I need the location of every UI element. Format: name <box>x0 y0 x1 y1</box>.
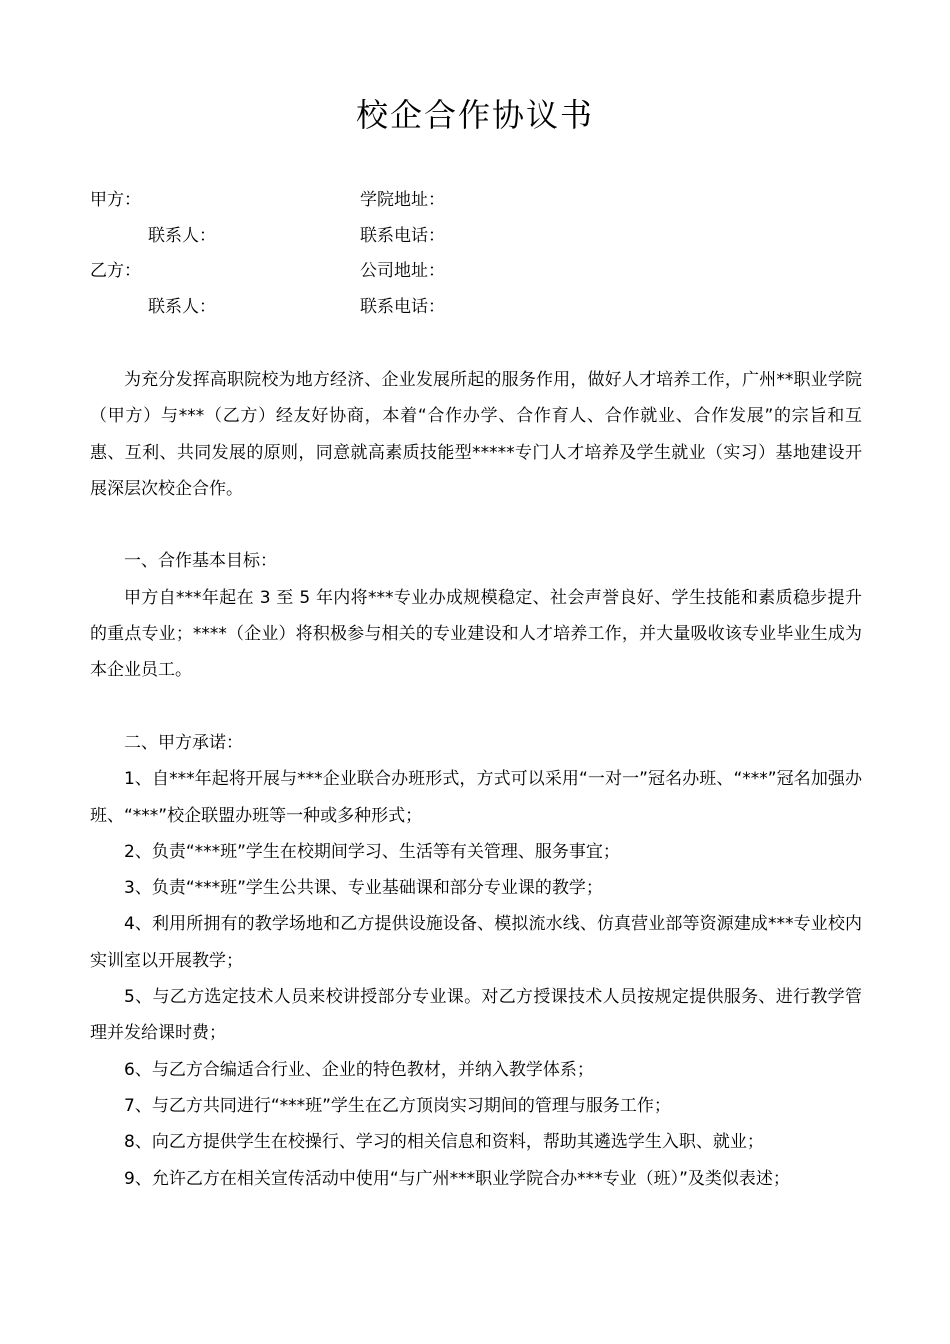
section-2-heading: 二、甲方承诺： <box>124 732 243 753</box>
section-2-item-3: 3、负责“***班”学生公共课、专业基础课和部分专业课的教学； <box>124 878 603 899</box>
section-2-item-2: 2、负责“***班”学生在校期间学习、生活等有关管理、服务事宜； <box>124 841 620 862</box>
college-address-label: 学院地址： <box>360 190 445 210</box>
section-2-item-6: 6、与乙方合编适合行业、企业的特色教材，并纳入教学体系； <box>124 1059 594 1080</box>
party-a-contact-label: 联系人： <box>148 225 216 246</box>
section-2-item-4: 4、利用所拥有的教学场地和乙方提供设施设备、模拟流水线、仿真营业部等资源建成***专业校内实训室以开展教学； <box>90 914 862 971</box>
section-2-item-5: 5、与乙方选定技术人员来校讲授部分专业课。对乙方授课技术人员按规定提供服务、进行教学管理并发给课时费； <box>90 987 862 1044</box>
section-2-item-8: 8、向乙方提供学生在校操行、学习的相关信息和资料，帮助其遴选学生入职、就业； <box>124 1132 764 1153</box>
party-b-row <box>90 256 860 292</box>
section-2-item-9: 9、允许乙方在相关宣传活动中使用“与广州***职业学院合办***专业（班）”及类似表述； <box>124 1168 790 1189</box>
intro-paragraph: 为充分发挥高职院校为地方经济、企业发展所起的服务作用，做好人才培养工作，广州**职业学院（甲方）与***（乙方）经友好协商，本着“合作办学、合作育人、合作就业、合作发展”的宗旨和互惠、互利、共同发展的原则，同意就高素质技能型*****专门人才培养及学生就业（实习）基地建设开展深层次校企合作。 <box>90 370 862 499</box>
party-a-contact-row <box>90 221 860 257</box>
party-b-label: 乙方： <box>90 261 141 281</box>
paragraph-gap <box>90 689 862 725</box>
party-a-phone-label: 联系电话： <box>360 225 445 246</box>
section-2-item-1: 1、自***年起将开展与***企业联合办班形式，方式可以采用“一对一”冠名办班、“***”冠名加强办班、“***”校企联盟办班等一种或多种形式； <box>90 769 862 826</box>
parties-block <box>90 185 860 327</box>
section-1-heading: 一、合作基本目标： <box>124 551 277 572</box>
company-address-label: 公司地址： <box>360 261 445 281</box>
section-1-text: 甲方自***年起在 3 至 5 年内将***专业办成规模稳定、社会声誉良好、学生技能和素质稳步提升的重点专业；****（企业）将积极参与相关的专业建设和人才培养工作，并大量吸收该专业毕业生成为本企业员工。 <box>90 587 862 681</box>
party-b-contact-row <box>90 292 860 328</box>
paragraph-gap <box>90 507 862 543</box>
document-body <box>90 362 862 1197</box>
party-a-label: 甲方： <box>90 190 141 210</box>
section-2-item-7: 7、与乙方共同进行“***班”学生在乙方顶岗实习期间的管理与服务工作； <box>124 1095 671 1116</box>
party-a-row <box>90 185 860 221</box>
party-b-phone-label: 联系电话： <box>360 296 445 317</box>
party-b-contact-label: 联系人： <box>148 296 216 317</box>
document-title: 校企合作协议书 <box>355 96 594 134</box>
